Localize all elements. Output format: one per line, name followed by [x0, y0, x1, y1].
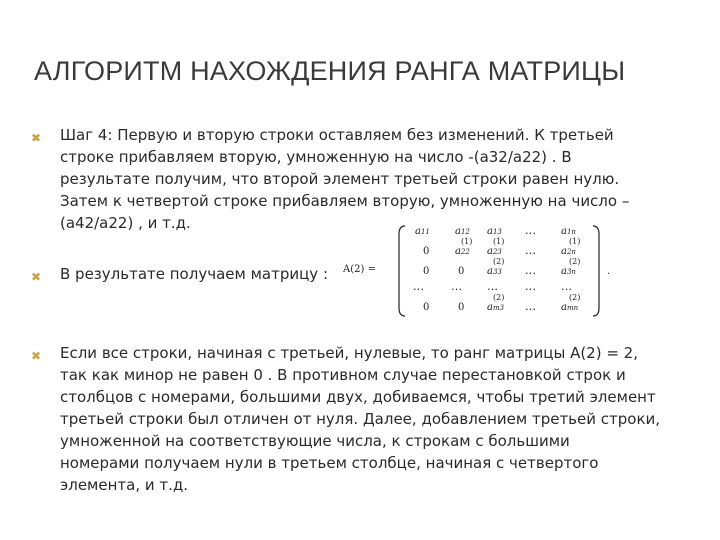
matrix-cell: a1n — [561, 226, 576, 237]
paragraph-line: номерами получаем нули в третьем столбце, начиная с четвертого — [60, 454, 599, 472]
matrix-cell: … — [561, 280, 573, 293]
paragraph-line: В результате получаем матрицу : — [60, 265, 328, 283]
matrix-label: A(2) = — [343, 264, 376, 275]
matrix-cell: 0 — [423, 246, 430, 257]
matrix-cell: … — [487, 280, 499, 293]
paragraph-line: так как минор не равен 0 . В противном случае перестановкой строк и — [60, 366, 626, 384]
matrix-cell: 0 — [458, 266, 465, 277]
paragraph-line: (а42/а22) , и т.д. — [60, 214, 191, 232]
matrix-cell: (2) amn — [561, 293, 581, 313]
matrix-cell: … — [525, 280, 537, 293]
matrix-a2 — [343, 222, 623, 322]
matrix-cell: (2) a3n — [561, 257, 581, 277]
x-bullet-icon: ✖ — [31, 349, 42, 363]
matrix-cell: 0 — [458, 302, 465, 313]
paragraph-step-4 — [60, 124, 692, 234]
matrix-cell: 0 — [423, 302, 430, 313]
matrix-cell: … — [525, 264, 537, 277]
page-title: АЛГОРИТМ НАХОЖДЕНИЯ РАНГА МАТРИЦЫ — [34, 56, 626, 86]
step-label: Шаг 4: — [60, 126, 113, 144]
matrix-cell: a13 — [487, 226, 502, 237]
matrix-trailing-dot: . — [607, 266, 611, 277]
matrix-cell: (1) a23 — [487, 237, 505, 257]
x-bullet-icon: ✖ — [31, 270, 42, 284]
paragraph-line: строке прибавляем вторую, умноженную на число -(а32/а22) . В — [60, 148, 572, 166]
matrix-brackets — [343, 222, 623, 322]
matrix-cell: (1) a22 — [455, 237, 473, 257]
paragraph-line: результате получим, что второй элемент третьей строки равен нулю. — [60, 170, 620, 188]
matrix-cell: … — [525, 244, 537, 257]
paragraph-line: Шаг 4: Первую и вторую строки оставляем без изменений. К третьей — [60, 126, 614, 144]
matrix-cell: … — [525, 224, 537, 237]
matrix-cell: 0 — [423, 266, 430, 277]
paragraph-rank-conclusion — [60, 342, 692, 496]
matrix-cell: … — [413, 280, 425, 293]
paragraph-line: Затем к четвертой строке прибавляем вторую, умноженную на число – — [60, 192, 630, 210]
matrix-cell: (2) a33 — [487, 257, 505, 277]
paragraph-line: элемента, и т.д. — [60, 476, 189, 494]
matrix-cell: (2) am3 — [487, 293, 505, 313]
matrix-cell: a12 — [455, 226, 470, 237]
matrix-cell: a11 — [415, 226, 430, 237]
matrix-cell: … — [451, 280, 463, 293]
matrix-cell: (1) a2n — [561, 237, 581, 257]
paragraph-line: умноженной на соответствующие числа, к строкам с большими — [60, 432, 570, 450]
paragraph-line: столбцов с номерами, большими двух, добиваемся, чтобы третий элемент — [60, 388, 656, 406]
paragraph-result-matrix — [60, 263, 340, 285]
matrix-cell: … — [525, 300, 537, 313]
paragraph-line: Если все строки, начиная с третьей, нулевые, то ранг матрицы А(2) = 2, — [60, 344, 638, 362]
paragraph-line: третьей строки был отличен от нуля. Далее, добавлением третьей строки, — [60, 410, 661, 428]
x-bullet-icon: ✖ — [31, 131, 42, 145]
